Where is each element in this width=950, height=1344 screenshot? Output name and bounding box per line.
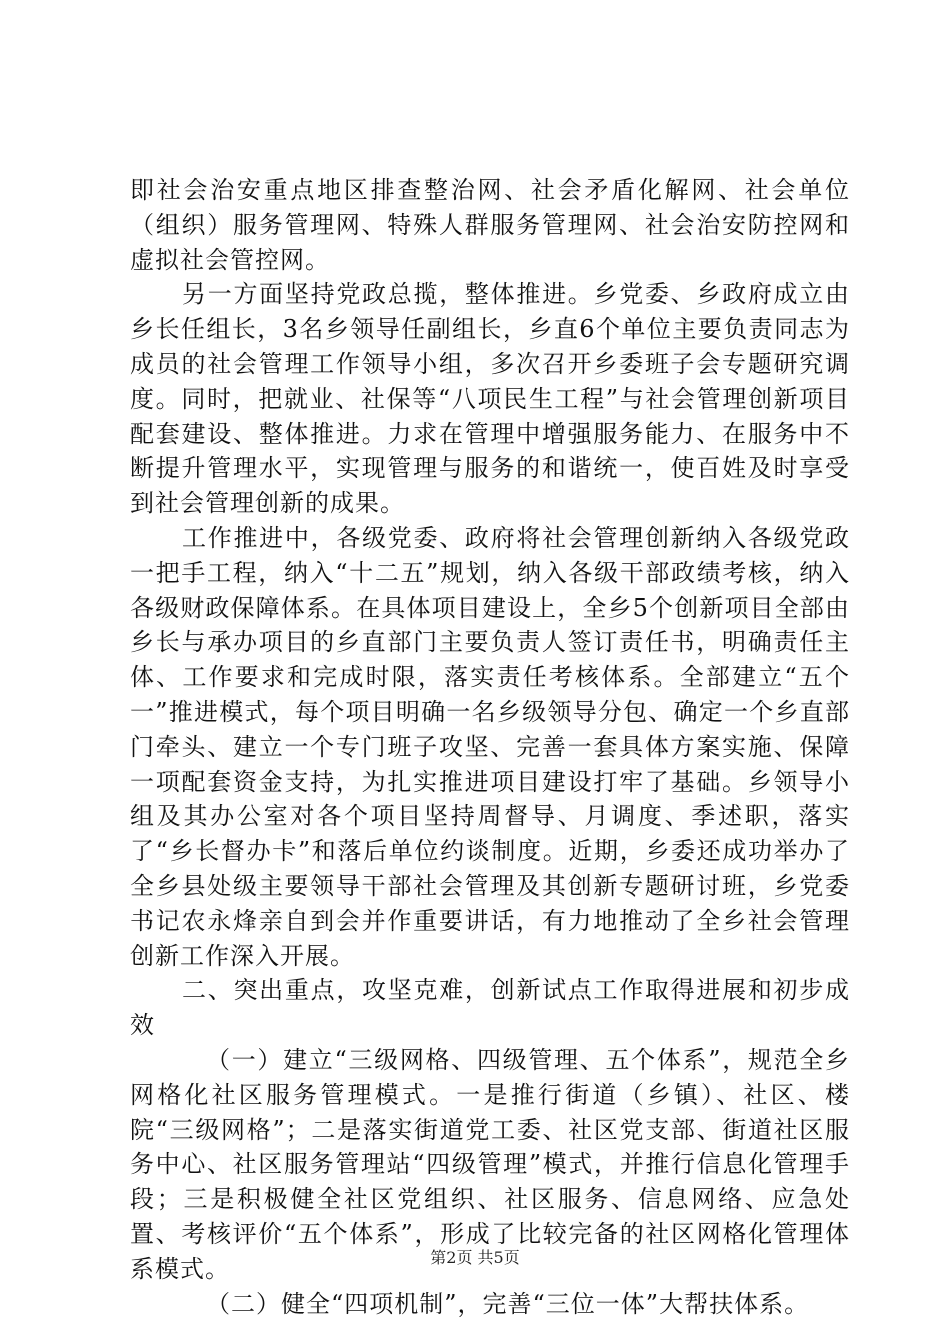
paragraph-party-leadership: 另一方面坚持党政总揽，整体推进。乡党委、乡政府成立由乡长任组长，3名乡领导任副组长，乡直6个单位主要负责同志为成员的社会管理工作领导小组，多次召开乡委班子会专题研究调度。同时，把就业、社保等“八项民生工程”与社会管理创新项目配套建设、整体推进。力求在管理中增强服务能力、在服务中不断提升管理水平，实现管理与服务的和谐统一，使百姓及时享受到社会管理创新的成果。 bbox=[130, 280, 850, 518]
subsection-two: （二）健全“四项机制”，完善“三位一体”大帮扶体系。 bbox=[206, 1289, 810, 1318]
paragraph-continuation: 即社会治安重点地区排查整治网、社会矛盾化解网、社会单位（组织）服务管理网、特殊人群服务管理网、社会治安防控网和虚拟社会管控网。 bbox=[130, 176, 850, 274]
page-number-label: 第2页 共5页 bbox=[430, 1248, 520, 1267]
section-heading-two: 二、突出重点，攻坚克难，创新试点工作取得进展和初步成效 bbox=[130, 976, 850, 1040]
subsection-one: （一）建立“三级网格、四级管理、五个体系”，规范全乡网格化社区服务管理模式。一是推行街道（乡镇）、社区、楼院“三级网格”；二是落实街道党工委、社区党支部、街道社区服务中心、社区服务管理站“四级管理”模式，并推行信息化管理手段；三是积极健全社区党组织、社区服务、信息网络、应急处置、考核评价“五个体系”，形成了比较完备的社区网格化管理体系模式。 bbox=[130, 1045, 850, 1283]
document-body bbox=[130, 173, 850, 1321]
page-footer bbox=[0, 1245, 950, 1268]
paragraph-work-progress: 工作推进中，各级党委、政府将社会管理创新纳入各级党政一把手工程，纳入“十二五”规划，纳入各级干部政绩考核，纳入各级财政保障体系。在具体项目建设上，全乡5个创新项目全部由乡长与承办项目的乡直部门主要负责人签订责任书，明确责任主体、工作要求和完成时限，落实责任考核体系。全部建立“五个一”推进模式，每个项目明确一名乡级领导分包、确定一个乡直部门牵头、建立一个专门班子攻坚、完善一套具体方案实施、保障一项配套资金支持，为扎实推进项目建设打牢了基础。乡领导小组及其办公室对各个项目坚持周督导、月调度、季述职，落实了“乡长督办卡”和落后单位约谈制度。近期，乡委还成功举办了全乡县处级主要领导干部社会管理及其创新专题研讨班，乡党委书记农永烽亲自到会并作重要讲话，有力地推动了全乡社会管理创新工作深入开展。 bbox=[130, 523, 850, 970]
